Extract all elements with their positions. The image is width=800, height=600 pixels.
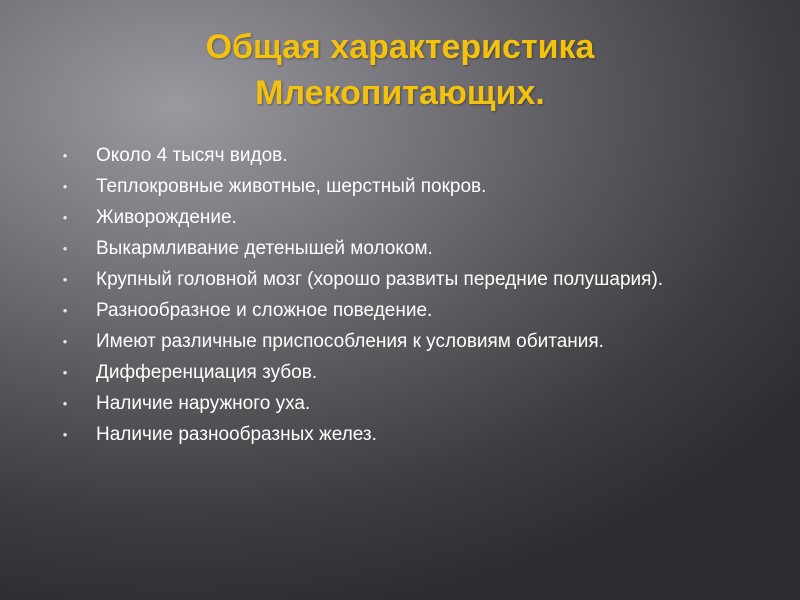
bullet-icon: •: [62, 396, 68, 411]
bullet-icon: •: [62, 427, 68, 442]
list-item: [58, 174, 758, 199]
list-item-text: Около 4 тысяч видов.: [96, 145, 288, 166]
bullet-icon: •: [62, 365, 68, 380]
list-item-text: Крупный головной мозг (хорошо развиты передние полушария).: [96, 269, 664, 290]
slide-title: [60, 24, 740, 116]
slide-title-line-2-text: Млекопитающих: [255, 74, 536, 112]
bullet-icon: •: [62, 148, 68, 163]
bullet-icon: •: [62, 210, 68, 225]
bullet-icon: •: [62, 179, 68, 194]
list-item-text: Теплокровные животные, шерстный покров.: [96, 176, 487, 197]
list-item-text: Дифференциация зубов.: [96, 362, 318, 383]
list-item: [58, 143, 758, 168]
list-item: [58, 329, 758, 354]
bullet-icon: •: [62, 241, 68, 256]
list-item: [58, 391, 758, 416]
list-item-text: Наличие наружного уха.: [96, 393, 311, 414]
list-item-text: Выкармливание детенышей молоком.: [96, 238, 433, 259]
list-item-text: Наличие разнообразных желез.: [96, 424, 377, 445]
bullet-list: [58, 143, 758, 453]
list-item: [58, 267, 758, 292]
list-item-text: Имеют различные приспособления к условиям обитания.: [96, 331, 604, 352]
list-item-text: Разнообразное и сложное поведение.: [96, 300, 433, 321]
list-item: [58, 298, 758, 323]
slide-title-line-1: Общая характеристика: [205, 28, 595, 66]
list-item: [58, 360, 758, 385]
bullet-icon: •: [62, 272, 68, 287]
slide-title-line-2: [60, 70, 740, 116]
list-item-text: Живорождение.: [96, 207, 237, 228]
slide-title-period: .: [535, 74, 545, 112]
list-item: [58, 422, 758, 447]
list-item: [58, 205, 758, 230]
bullet-icon: •: [62, 303, 68, 318]
list-item: [58, 236, 758, 261]
bullet-icon: •: [62, 334, 68, 349]
